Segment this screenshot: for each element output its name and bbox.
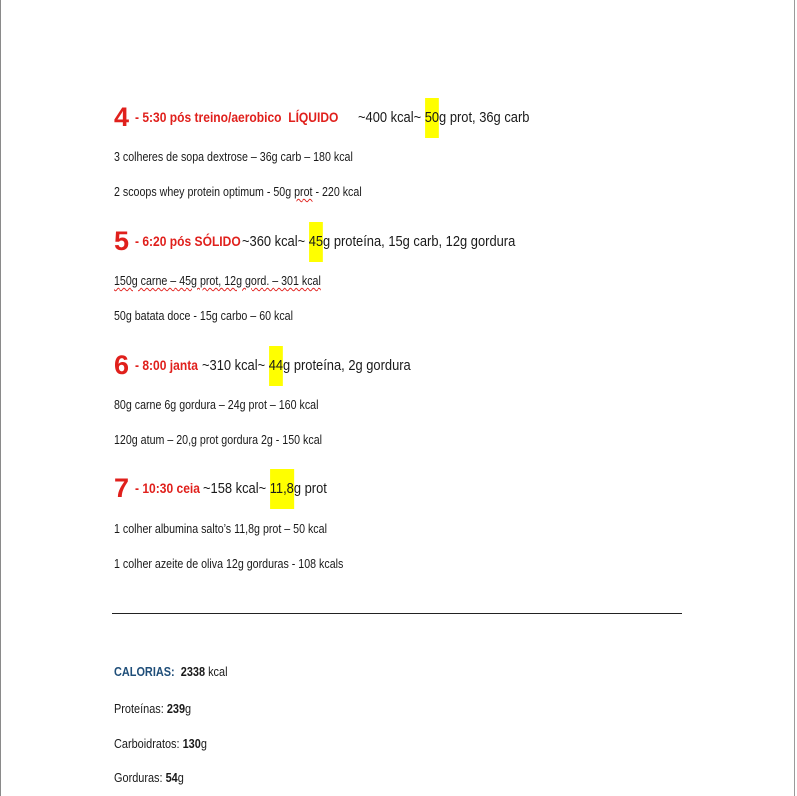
calorias-label: CALORIAS: xyxy=(114,664,175,679)
meal-number: 6 xyxy=(114,349,130,380)
meal-4-heading xyxy=(114,99,557,135)
section-divider xyxy=(112,613,682,614)
page-left-border xyxy=(0,0,1,796)
protein-highlight: 11,8 xyxy=(269,469,293,509)
page-right-border xyxy=(794,0,795,796)
meal-macros: ~360 kcal~ 45g proteína, 15g carb, 12g gordura xyxy=(242,233,515,250)
meal-6-item-1: 80g carne 6g gordura – 24g prot – 160 kcal xyxy=(114,397,319,412)
summary-calorias: CALORIAS: 2338 kcal xyxy=(114,664,228,679)
meal-time: - 5:30 pós treino/aerobico LÍQUIDO xyxy=(135,109,339,125)
meal-number: 7 xyxy=(114,472,130,503)
meal-7-item-2: 1 colher azeite de oliva 12g gorduras - 108 kcals xyxy=(114,556,344,571)
meal-7-item-1: 1 colher albumina salto’s 11,8g prot – 50 kcal xyxy=(114,521,327,536)
meal-4-item-1: 3 colheres de sopa dextrose – 36g carb – 180 kcal xyxy=(114,149,353,164)
summary-proteinas: Proteínas: 239g xyxy=(114,701,192,716)
meal-macros: ~158 kcal~ 11,8g prot xyxy=(203,480,327,497)
carboidratos-value: 130 xyxy=(182,736,201,751)
proteinas-value: 239 xyxy=(166,701,186,716)
meal-4-item-2: 2 scoops whey protein optimum - 50g prot - 220 kcal xyxy=(114,184,362,199)
calorias-value: 2338 xyxy=(180,664,206,679)
summary-gorduras: Gorduras: 54g xyxy=(114,770,184,785)
gorduras-value: 54 xyxy=(165,770,178,785)
meal-6-heading xyxy=(114,347,445,383)
meal-6-item-2: 120g atum – 20,g prot gordura 2g - 150 kcal xyxy=(114,432,323,447)
meal-5-item-2: 50g batata doce - 15g carbo – 60 kcal xyxy=(114,308,293,323)
meal-5-heading xyxy=(114,223,560,259)
meal-macros: ~400 kcal~ 50g prot, 36g carb xyxy=(358,109,529,126)
meal-5-item-1: 150g carne – 45g prot, 12g gord. – 301 kcal xyxy=(114,273,321,288)
summary-carboidratos: Carboidratos: 130g xyxy=(114,736,207,751)
meal-macros: ~310 kcal~ 44g proteína, 2g gordura xyxy=(202,357,411,374)
protein-highlight: 50 xyxy=(424,98,438,138)
meal-time: - 8:00 janta xyxy=(135,357,198,373)
meal-7-heading xyxy=(114,470,347,506)
protein-highlight: 44 xyxy=(269,346,283,386)
protein-highlight: 45 xyxy=(309,222,323,262)
meal-number: 4 xyxy=(114,101,130,132)
meal-time: - 10:30 ceia xyxy=(135,480,200,496)
meal-time: - 6:20 pós SÓLIDO xyxy=(135,233,241,249)
meal-number: 5 xyxy=(114,225,130,256)
